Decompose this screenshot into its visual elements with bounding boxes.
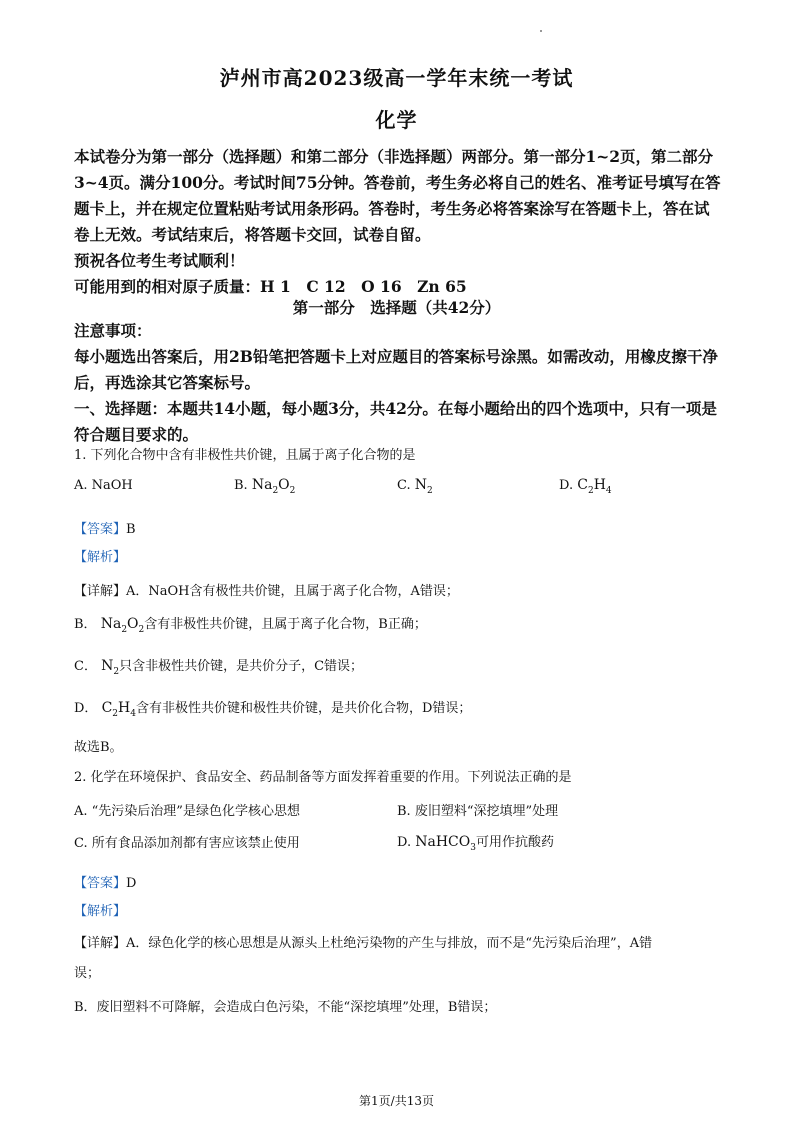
q1-option-b-formula: $Na_2O_2$ xyxy=(251,477,296,496)
q2-option-d-label: D. xyxy=(397,835,412,850)
q1-option-b xyxy=(234,477,295,496)
q2-detail-tag: 【详解】 xyxy=(74,936,127,951)
intro-wish: 预祝各位考生考试顺利！ xyxy=(74,251,245,270)
q1-detail-c-formula: $N_2$ xyxy=(101,658,120,677)
q1-option-c xyxy=(397,477,433,496)
notice-title: 注意事项： xyxy=(74,321,152,340)
q1-option-d xyxy=(559,477,612,496)
exam-title: 泸州市高2023级高一学年末统一考试 xyxy=(219,66,574,90)
q2-answer-value: D xyxy=(126,876,137,891)
q1-option-d-formula: $C_2H_4$ xyxy=(577,477,612,496)
q1-detail-c-prefix: C． xyxy=(74,659,97,674)
q1-option-a: A. NaOH xyxy=(74,478,133,493)
q1-stem: 1. 下列化合物中含有非极性共价键，且属于离子化合物的是 xyxy=(74,448,416,463)
q2-detail-a xyxy=(74,934,724,954)
q2-detail-a-text-1: A．绿色化学的核心思想是从源头上杜绝污染物的产生与排放，而不是“先污染后治理”，A错 xyxy=(126,936,653,951)
q2-answer-tag: 【答案】 xyxy=(74,876,127,891)
q1-detail-b xyxy=(74,614,724,640)
q2-stem: 2. 化学在环境保护、食品安全、药品制备等方面发挥着重要的作用。下列说法正确的是 xyxy=(74,770,572,785)
page-number: 第1页/共13页 xyxy=(359,1094,434,1108)
notice-block xyxy=(74,318,724,448)
q1-answer-tag: 【答案】 xyxy=(74,522,127,537)
intro-block xyxy=(74,144,724,300)
q2-option-d xyxy=(397,831,554,853)
q1-detail-d-prefix: D． xyxy=(74,701,98,716)
q1-answer xyxy=(74,520,724,540)
q1-detail-b-prefix: B． xyxy=(74,617,97,632)
q1-detail-a xyxy=(74,582,724,602)
q2-analysis-tag: 【解析】 xyxy=(74,904,127,919)
q1-answer-value: B xyxy=(126,522,136,537)
q2-option-d-formula: NaHCO$_3$ xyxy=(415,834,476,853)
q1-option-c-label: C. xyxy=(397,478,411,493)
q1-option-c-formula: $N_2$ xyxy=(414,477,433,496)
q1-detail-d xyxy=(74,698,724,724)
subject-title: 化学 xyxy=(375,108,418,132)
q2-option-b: B. 废旧塑料“深挖填埋”处理 xyxy=(397,804,559,819)
section-instructions: 一、选择题：本题共14小题，每小题3分，共42分。在每小题给出的四个选项中，只有一项是符合题目要求的。 xyxy=(74,399,717,444)
intro-instructions: 本试卷分为第一部分（选择题）和第二部分（非选择题）两部分。第一部分1~2页，第二部分3~4页。满分100分。考试时间75分钟。答卷前，考生务必将自己的姓名、准考证号填写在答题卡上，并在规定位置粘贴考试用条形码。答卷时，考生务必将答案涂写在答题卡上，答在试卷上无效。考试结束后，将答题卡交回，试卷自留。 xyxy=(74,147,721,244)
q1-analysis-tag: 【解析】 xyxy=(74,550,127,565)
q2-option-a: A. “先污染后治理”是绿色化学核心思想 xyxy=(74,804,300,819)
q1-detail-c xyxy=(74,656,724,682)
q2-detail-a-cont: 误； xyxy=(74,966,101,981)
notice-text: 每小题选出答案后，用2B铅笔把答题卡上对应题目的答案标号涂黑。如需改动，用橡皮擦干净后，再选涂其它答案标号。 xyxy=(74,347,718,392)
q1-detail-b-formula: $Na_2O_2$ xyxy=(100,616,145,635)
q2-option-c: C. 所有食品添加剂都有害应该禁止使用 xyxy=(74,836,300,851)
part1-heading: 第一部分 选择题（共42分） xyxy=(292,298,501,317)
q1-option-b-label: B. xyxy=(234,478,248,493)
q1-detail-b-text: 含有非极性共价键，且属于离子化合物，B正确； xyxy=(144,617,427,632)
q1-detail-c-text: 只含非极性共价键，是共价分子，C错误； xyxy=(119,659,364,674)
intro-atomic-masses: 可能用到的相对原子质量：H 1 C 12 O 16 Zn 65 xyxy=(74,277,467,296)
q1-option-d-label: D. xyxy=(559,478,574,493)
q1-conclusion: 故选B。 xyxy=(74,740,123,755)
q2-detail-b: B．废旧塑料不可降解，会造成白色污染，不能“深挖填埋”处理，B错误； xyxy=(74,1000,497,1015)
q1-detail-a-text: A．NaOH含有极性共价键，且属于离子化合物，A错误； xyxy=(126,584,459,599)
q1-detail-d-formula: $C_2H_4$ xyxy=(101,700,136,719)
q2-option-d-text: 可用作抗酸药 xyxy=(475,835,554,850)
q1-detail-tag: 【详解】 xyxy=(74,584,127,599)
q2-answer xyxy=(74,874,724,894)
q1-detail-d-text: 含有非极性共价键和极性共价键，是共价化合物，D错误； xyxy=(135,701,472,716)
scan-dot xyxy=(540,30,542,32)
